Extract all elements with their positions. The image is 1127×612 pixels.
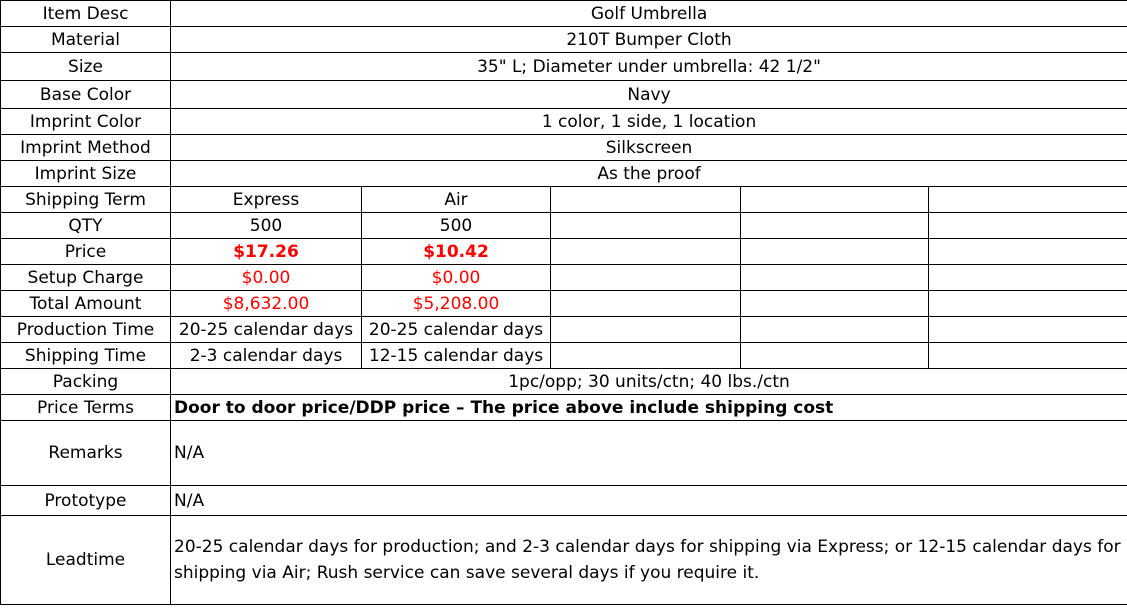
shipping-term-air: Air (362, 187, 551, 213)
row-qty (1, 213, 1127, 239)
price-air: $10.42 (362, 239, 551, 265)
empty-cell (551, 291, 741, 317)
production-time-air: 20-25 calendar days (362, 317, 551, 343)
row-prototype (1, 486, 1127, 516)
row-production-time (1, 317, 1127, 343)
label-size: Size (1, 53, 171, 81)
value-size: 35" L; Diameter under umbrella: 42 1/2" (171, 53, 1127, 81)
row-remarks (1, 421, 1127, 486)
empty-cell (551, 239, 741, 265)
label-price: Price (1, 239, 171, 265)
value-imprint-color: 1 color, 1 side, 1 location (171, 109, 1127, 135)
label-prototype: Prototype (1, 486, 171, 516)
row-shipping-time (1, 343, 1127, 369)
label-leadtime: Leadtime (1, 516, 171, 605)
empty-cell (929, 291, 1127, 317)
empty-cell (929, 187, 1127, 213)
empty-cell (741, 343, 929, 369)
row-material (1, 27, 1127, 53)
row-leadtime (1, 516, 1127, 605)
row-shipping-term (1, 187, 1127, 213)
row-setup-charge (1, 265, 1127, 291)
empty-cell (741, 187, 929, 213)
empty-cell (929, 213, 1127, 239)
empty-cell (551, 213, 741, 239)
row-price (1, 239, 1127, 265)
setup-charge-air: $0.00 (362, 265, 551, 291)
empty-cell (741, 265, 929, 291)
value-base-color: Navy (171, 81, 1127, 109)
empty-cell (929, 343, 1127, 369)
label-imprint-color: Imprint Color (1, 109, 171, 135)
row-price-terms (1, 395, 1127, 421)
value-imprint-method: Silkscreen (171, 135, 1127, 161)
total-amount-air: $5,208.00 (362, 291, 551, 317)
label-price-terms: Price Terms (1, 395, 171, 421)
empty-cell (551, 317, 741, 343)
label-item-desc: Item Desc (1, 1, 171, 27)
empty-cell (551, 187, 741, 213)
empty-cell (929, 265, 1127, 291)
value-leadtime: 20-25 calendar days for production; and 2-3 calendar days for shipping via Express; or 12-15 calendar days for shipping via Air; Rush service can save several days if you require it. (171, 516, 1127, 605)
label-shipping-term: Shipping Term (1, 187, 171, 213)
shipping-term-express: Express (171, 187, 362, 213)
label-imprint-method: Imprint Method (1, 135, 171, 161)
setup-charge-express: $0.00 (171, 265, 362, 291)
empty-cell (929, 317, 1127, 343)
qty-air: 500 (362, 213, 551, 239)
empty-cell (551, 343, 741, 369)
label-production-time: Production Time (1, 317, 171, 343)
row-total-amount (1, 291, 1127, 317)
production-time-express: 20-25 calendar days (171, 317, 362, 343)
label-shipping-time: Shipping Time (1, 343, 171, 369)
row-imprint-size (1, 161, 1127, 187)
row-imprint-color (1, 109, 1127, 135)
empty-cell (741, 317, 929, 343)
label-imprint-size: Imprint Size (1, 161, 171, 187)
shipping-time-air: 12-15 calendar days (362, 343, 551, 369)
value-remarks: N/A (171, 421, 1127, 486)
value-packing: 1pc/opp; 30 units/ctn; 40 lbs./ctn (171, 369, 1127, 395)
empty-cell (929, 239, 1127, 265)
value-item-desc: Golf Umbrella (171, 1, 1127, 27)
empty-cell (741, 291, 929, 317)
label-packing: Packing (1, 369, 171, 395)
shipping-time-express: 2-3 calendar days (171, 343, 362, 369)
label-setup-charge: Setup Charge (1, 265, 171, 291)
label-material: Material (1, 27, 171, 53)
price-express: $17.26 (171, 239, 362, 265)
empty-cell (741, 213, 929, 239)
row-size (1, 53, 1127, 81)
label-qty: QTY (1, 213, 171, 239)
row-item-desc (1, 1, 1127, 27)
row-packing (1, 369, 1127, 395)
row-base-color (1, 81, 1127, 109)
value-imprint-size: As the proof (171, 161, 1127, 187)
empty-cell (551, 265, 741, 291)
value-prototype: N/A (171, 486, 1127, 516)
row-imprint-method (1, 135, 1127, 161)
qty-express: 500 (171, 213, 362, 239)
total-amount-express: $8,632.00 (171, 291, 362, 317)
value-material: 210T Bumper Cloth (171, 27, 1127, 53)
label-base-color: Base Color (1, 81, 171, 109)
label-remarks: Remarks (1, 421, 171, 486)
value-price-terms: Door to door price/DDP price – The price above include shipping cost (171, 395, 1127, 421)
label-total-amount: Total Amount (1, 291, 171, 317)
empty-cell (741, 239, 929, 265)
